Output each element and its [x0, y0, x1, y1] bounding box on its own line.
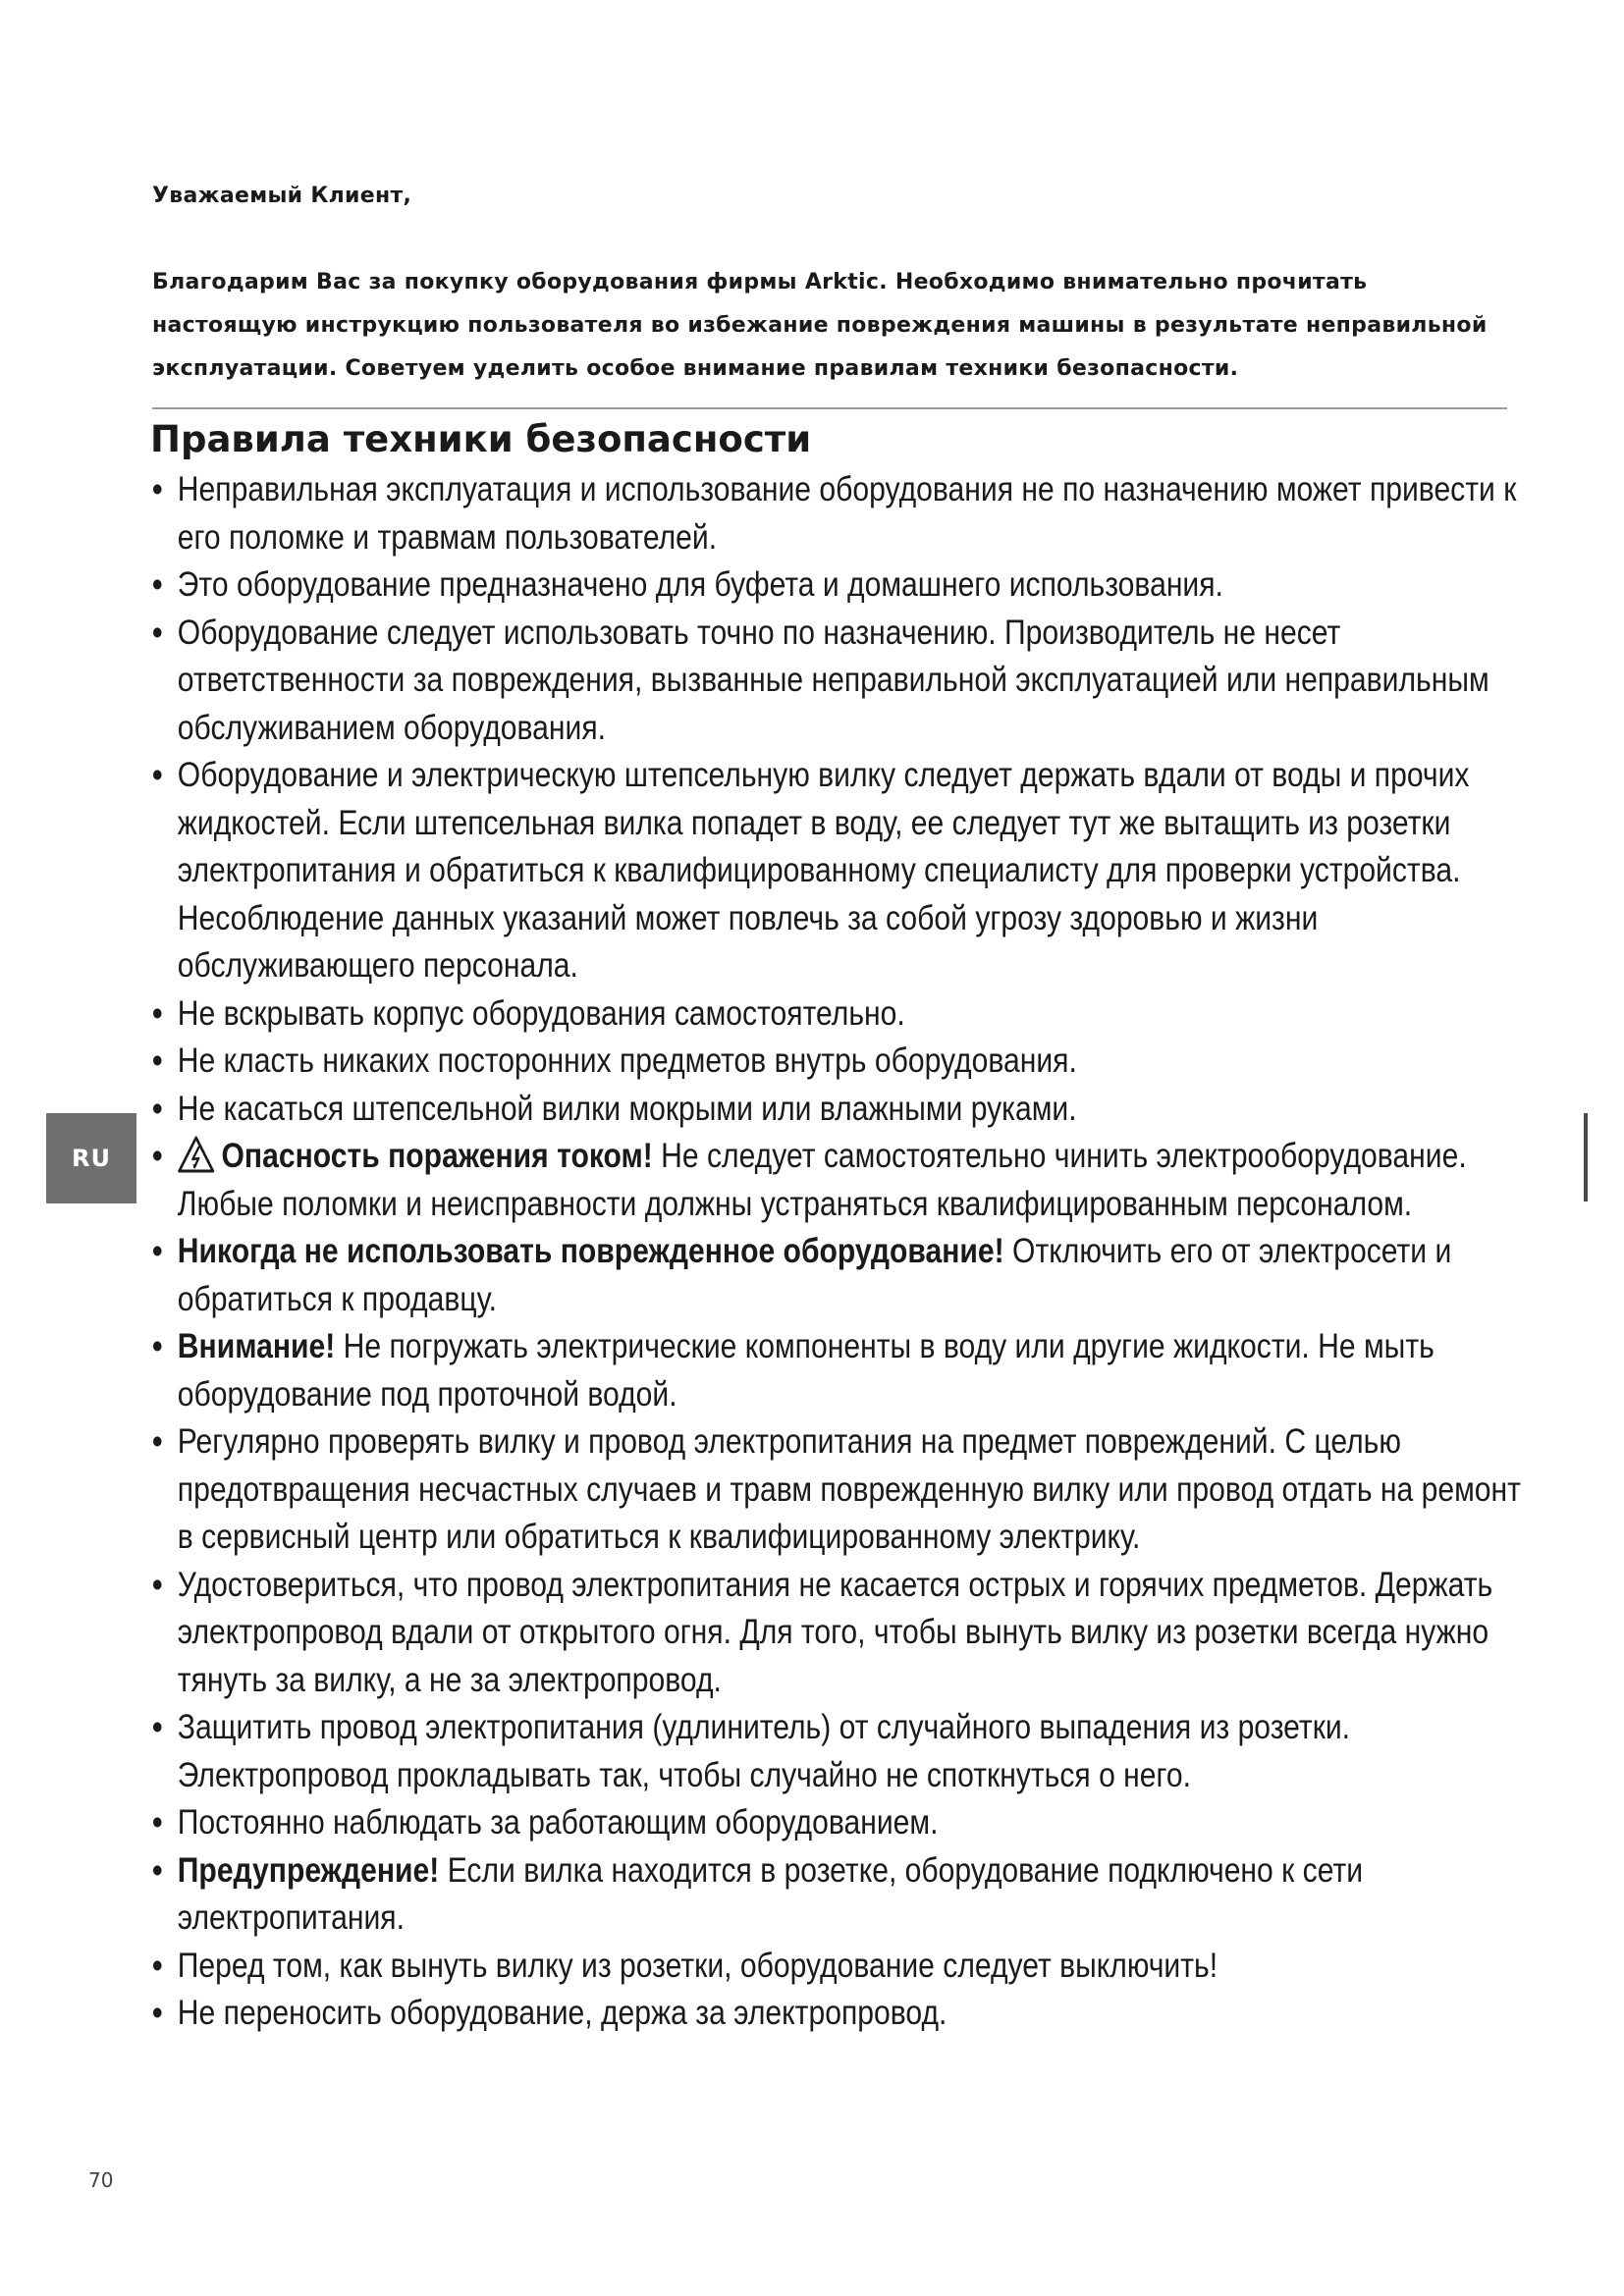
rule-emphasis: Никогда не использовать поврежденное оборудование!: [177, 1232, 1004, 1270]
language-tab: RU: [46, 1113, 136, 1203]
bullet: •: [152, 1089, 163, 1128]
rule-emphasis: Внимание!: [177, 1327, 336, 1365]
page-number: 70: [88, 2168, 114, 2192]
rule-emphasis: Опасность поражения током!: [221, 1137, 653, 1175]
bullet: •: [152, 565, 163, 604]
list-item: [152, 1990, 1527, 2038]
bullet: •: [152, 1232, 163, 1270]
rule-text: Регулярно проверять вилку и провод электропитания на предмет повреждений. С целью предотвращения несчастных случаев и травм поврежденную вилку или провод отдать на ремонт в сервисный центр или обратиться к квалифицированному электрику.: [177, 1422, 1521, 1556]
greeting: Уважаемый Клиент,: [152, 184, 412, 208]
list-item: [152, 1323, 1527, 1418]
rule-text: Отключить его от электросети и обратиться к продавцу.: [177, 1232, 1452, 1318]
list-item: [152, 1038, 1527, 1086]
rule-text: Если вилка находится в розетке, оборудование подключено к сети электропитания.: [177, 1850, 1364, 1937]
list-item: [152, 1133, 1527, 1228]
rule-text: Не класть никаких посторонних предметов внутрь оборудования.: [177, 1041, 1077, 1080]
list-item: [152, 1418, 1527, 1562]
section-title: Правила техники безопасности: [150, 418, 812, 460]
rule-emphasis: Предупреждение!: [177, 1850, 440, 1890]
rule-text: Оборудование следует использовать точно по назначению. Производитель не несет ответственности за повреждения, вызванные неправильной эксплуатацией или неправильным обслуживанием оборудования.: [177, 613, 1489, 747]
list-item: [152, 990, 1527, 1039]
rule-text: Защитить провод электропитания (удлинитель) от случайного выпадения из розетки. Электропровод прокладывать так, чтобы случайно не споткнуться о него.: [177, 1708, 1351, 1794]
rule-text: Не переносить оборудование, держа за электропровод.: [177, 1994, 947, 2032]
list-item: [152, 466, 1527, 561]
list-item: [152, 561, 1527, 610]
rule-text: Удостовериться, что провод электропитания не касается острых и горячих предметов. Держать электропровод вдали от открытого огня. Для того, чтобы вынуть вилку из розетки всегда нужно тянуть за вилку, а не за электропровод.: [177, 1565, 1493, 1699]
bullet: •: [152, 1994, 163, 2032]
list-item: [152, 752, 1527, 990]
bullet: •: [152, 613, 163, 652]
rule-text: Перед том, как вынуть вилку из розетки, оборудование следует выключить!: [177, 1946, 1218, 1985]
list-item: [152, 1562, 1527, 1705]
bullet: •: [152, 1327, 163, 1365]
list-item: [152, 1847, 1527, 1943]
bullet: •: [152, 756, 163, 794]
bullet: •: [152, 1850, 163, 1890]
list-item: [152, 610, 1527, 753]
intro-paragraph: Благодарим Вас за покупку оборудования фирмы Arktic. Необходимо внимательно прочитать настоящую инструкцию пользователя во избежание повреждения машины в результате неправильной эксплуатации. Советуем уделить особое внимание правилам техники безопасности.: [152, 270, 1488, 381]
rule-text: Не погружать электрические компоненты в воду или другие жидкости. Не мыть оборудование под проточной водой.: [177, 1327, 1435, 1414]
rule-text: Не следует самостоятельно чинить электрооборудование. Любые поломки и неисправности должны устраняться квалифицированным персоналом.: [177, 1137, 1467, 1223]
bullet: •: [152, 1422, 163, 1461]
rule-text: Неправильная эксплуатация и использование оборудования не по назначению может привести к его поломке и травмам пользователей.: [177, 470, 1517, 557]
list-item: [152, 1228, 1527, 1323]
bullet: •: [152, 1708, 163, 1746]
safety-rules-list: [152, 466, 1527, 2038]
bullet: •: [152, 1946, 163, 1985]
list-item: [152, 1704, 1527, 1799]
rule-text: Оборудование и электрическую штепсельную вилку следует держать вдали от воды и прочих жидкостей. Если штепсельная вилка попадет в воду, ее следует тут же вытащить из розетки электропитания и обратиться к квалифицированному специалисту для проверки устройства. Несоблюдение данных указаний может повлечь за собой угрозу здоровью и жизни обслуживающего персонала.: [177, 756, 1470, 985]
rule-text: Постоянно наблюдать за работающим оборудованием.: [177, 1803, 939, 1842]
list-item: [152, 1943, 1527, 1991]
bullet: •: [152, 470, 163, 508]
bullet: •: [152, 1803, 163, 1842]
bullet: •: [152, 993, 163, 1033]
bullet: •: [152, 1565, 163, 1604]
list-item: [152, 1086, 1527, 1134]
rule-text: Не вскрывать корпус оборудования самостоятельно.: [177, 993, 905, 1033]
divider: [152, 407, 1507, 409]
electric-shock-warning-icon: [178, 1136, 215, 1173]
list-item: [152, 1799, 1527, 1847]
bullet: •: [152, 1041, 163, 1080]
rule-text: Не касаться штепсельной вилки мокрыми или влажными руками.: [177, 1089, 1077, 1128]
bullet: •: [152, 1137, 163, 1175]
rule-text: Это оборудование предназначено для буфета и домашнего использования.: [177, 565, 1223, 604]
side-margin-mark: [1584, 1113, 1588, 1201]
